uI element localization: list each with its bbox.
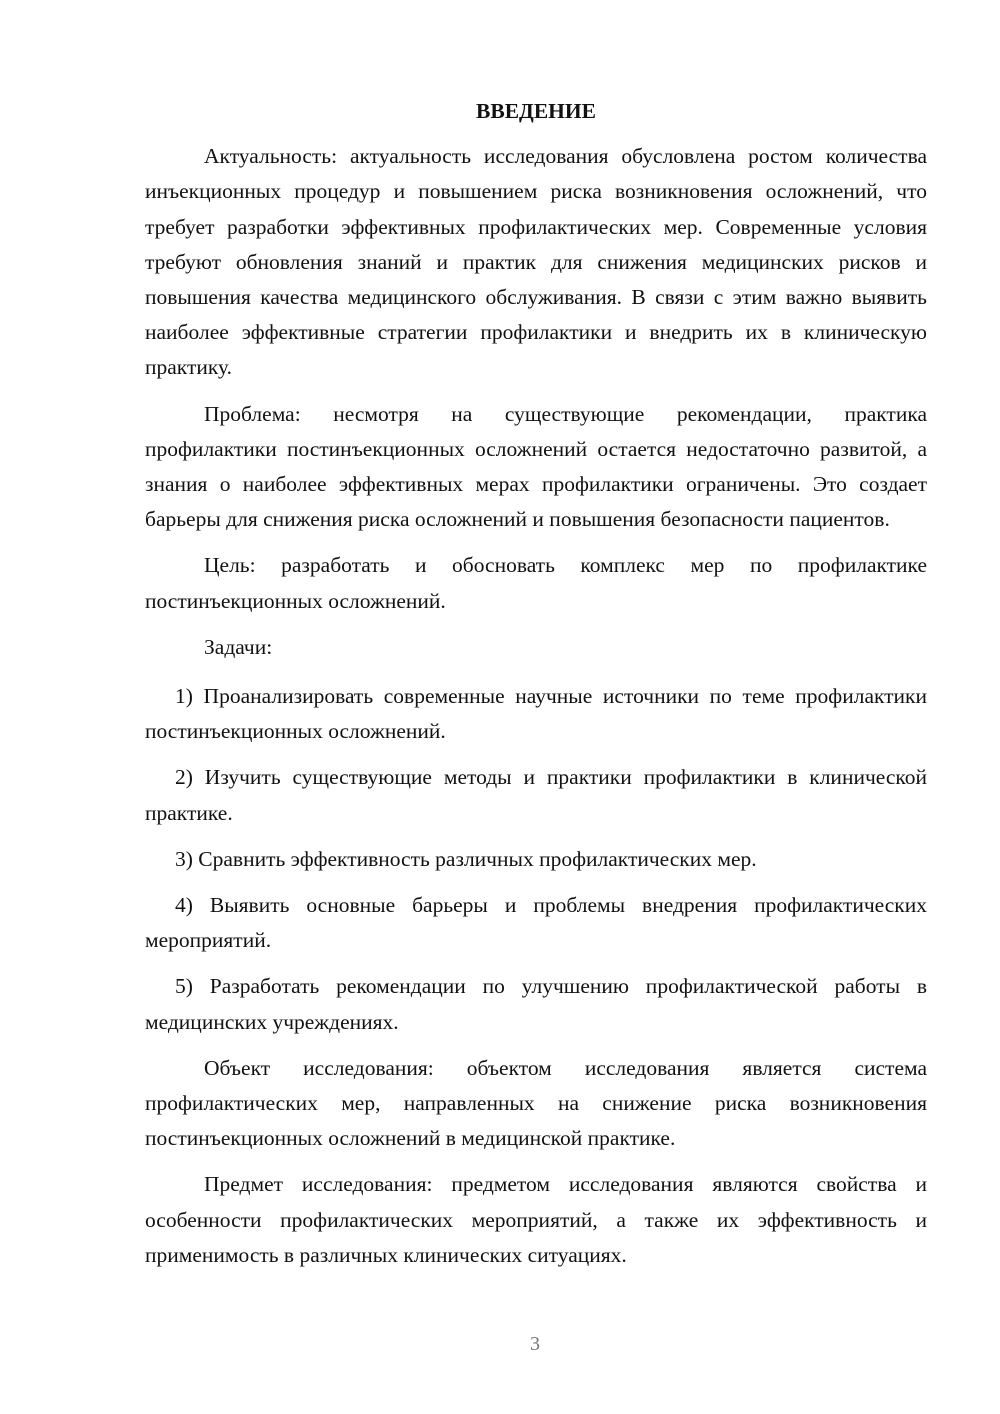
page-title: ВВЕДЕНИЕ xyxy=(476,99,596,123)
task-item-3: 3) Сравнить эффективность различных профилактических мер. xyxy=(175,846,757,871)
paragraph-object: Объект исследования: объектом исследования является система профилактических мер, направленных на снижение риска возникновения постинъекционных осложнений в медицинской практике. xyxy=(145,1055,927,1151)
paragraph-goal: Цель: разработать и обосновать комплекс мер по профилактике постинъекционных осложнений. xyxy=(145,553,927,613)
page-number: 3 xyxy=(530,1333,540,1355)
task-item-2: 2) Изучить существующие методы и практики профилактики в клинической практике. xyxy=(145,765,927,825)
paragraph-problem: Проблема: несмотря на существующие рекомендации, практика профилактики постинъекционных осложнений остается недостаточно развитой, а знания о наиболее эффективных мерах профилактики ограничены. Это создает барьеры для снижения риска осложнений и повышения безопасности пациентов. xyxy=(145,401,927,532)
document-body xyxy=(145,94,927,1284)
paragraph-relevance: Актуальность: актуальность исследования обусловлена ростом количества инъекционных процедур и повышением риска возникновения осложнений, что требует разработки эффективных профилактических мер. Современные условия требуют обновления знаний и практик для снижения медицинских рисков и повышения качества медицинского обслуживания. В связи с этим важно выявить наиболее эффективные стратегии профилактики и внедрить их в клиническую практику. xyxy=(145,144,927,380)
paragraph-subject: Предмет исследования: предметом исследования являются свойства и особенности профилактических мероприятий, а также их эффективность и применимость в различных клинических ситуациях. xyxy=(145,1172,927,1267)
task-item-4: 4) Выявить основные барьеры и проблемы внедрения профилактических мероприятий. xyxy=(145,893,927,953)
task-item-1: 1) Проанализировать современные научные источники по теме профилактики постинъекционных осложнений. xyxy=(145,684,927,744)
task-item-5: 5) Разработать рекомендации по улучшению профилактической работы в медицинских учреждениях. xyxy=(145,974,927,1034)
task-list xyxy=(145,679,927,1040)
tasks-label: Задачи: xyxy=(204,634,273,659)
